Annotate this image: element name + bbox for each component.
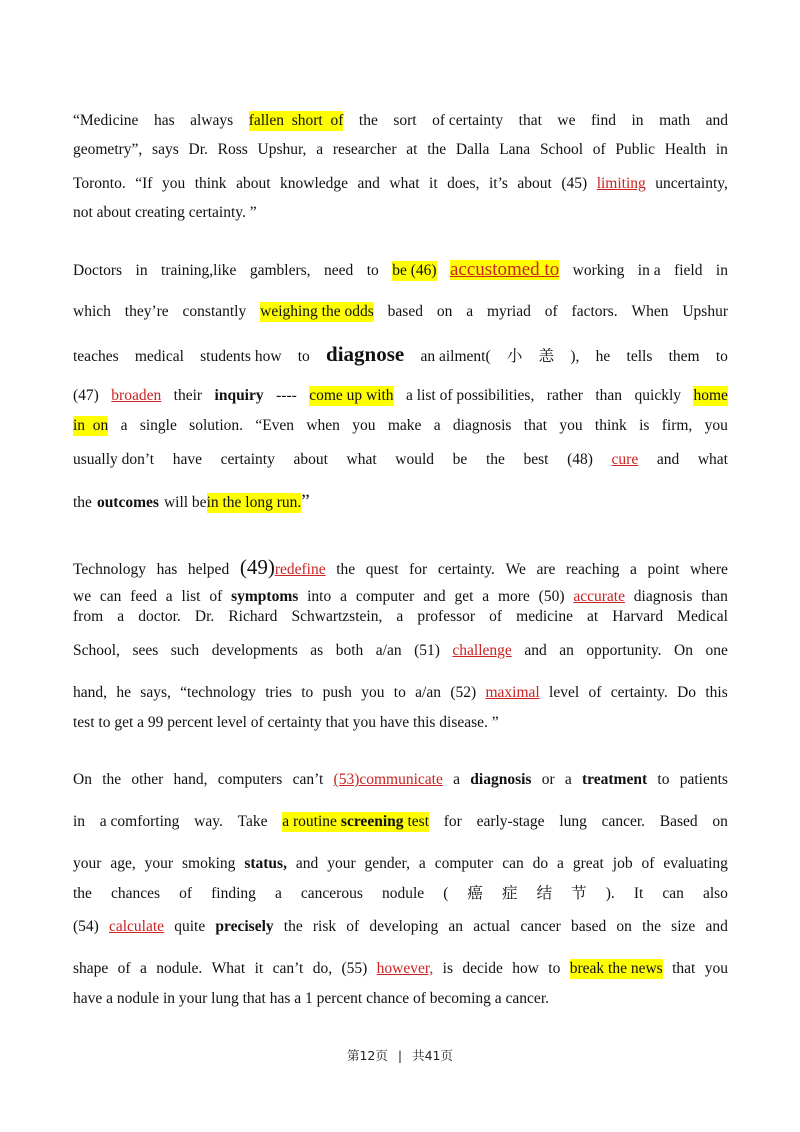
answer-46: accustomed to xyxy=(450,259,560,280)
answer-54: calculate xyxy=(108,918,165,935)
paragraph-3-line-4: School, sees such developments as both a/an (51) challenge and an opportunity. On one xyxy=(73,642,728,659)
page-footer xyxy=(0,1046,800,1064)
page-number: 第12页 xyxy=(346,1048,388,1063)
highlight-in-the-long-run: in the long run. xyxy=(206,494,302,511)
paragraph-2-line-7: the outcomes will be in the long run. ” xyxy=(73,491,310,512)
highlight-fallen-short-of: fallen short of xyxy=(248,112,344,129)
paragraph-1-line-1: “Medicine has always fallen short of the sort of certainty that we find in math and xyxy=(73,112,728,129)
paragraph-1-line-2: geometry”, says Dr. Ross Upshur, a researcher at the Dalla Lana School of Public Health in xyxy=(73,141,728,158)
highlight-break-the-news: break the news xyxy=(569,960,663,977)
highlight-home: home xyxy=(693,387,728,404)
highlight-come-up-with: come up with xyxy=(309,387,394,404)
paragraph-2-line-4: (47) broaden their inquiry ---- come up with a list of possibilities, rather than quickly home xyxy=(73,387,728,404)
answer-49: redefine xyxy=(274,561,326,578)
paragraph-3-line-3: from a doctor. Dr. Richard Schwartzstein, a professor of medicine at Harvard Medical xyxy=(73,608,728,625)
answer-52: maximal xyxy=(485,684,540,701)
paragraph-2-line-5: in on a single solution. “Even when you make a diagnosis that you think is firm, you xyxy=(73,417,728,434)
answer-51: challenge xyxy=(452,642,512,659)
page-total: 共41页 xyxy=(412,1048,454,1063)
paragraph-3-line-6: test to get a 99 percent level of certainty that you have this disease. ” xyxy=(73,714,499,731)
paragraph-4-line-5: (54) calculate quite precisely the risk of developing an actual cancer based on the size and xyxy=(73,918,728,935)
highlight-in-on: in on xyxy=(73,417,109,434)
paragraph-3-line-5: hand, he says, “technology tries to push you to a/an (52) maximal level of certainty. Do this xyxy=(73,684,728,701)
paragraph-1-line-3: Toronto. “If you think about knowledge and what it does, it’s about (45) limiting uncertainty, xyxy=(73,175,728,192)
paragraph-3-line-2: we can feed a list of symptoms into a computer and get a more (50) accurate diagnosis than xyxy=(73,588,728,605)
paragraph-4-line-2: in a comforting way. Take a routine screening test for early-stage lung cancer. Based on xyxy=(73,813,728,830)
highlight-a-routine-screening-test: a routine screening test xyxy=(282,813,430,830)
highlight-weighing-the-odds: weighing the odds xyxy=(260,303,374,320)
footer-separator: | xyxy=(397,1048,403,1063)
paragraph-2-line-2: which they’re constantly weighing the odds based on a myriad of factors. When Upshur xyxy=(73,303,728,320)
paragraph-4-line-7: have a nodule in your lung that has a 1 percent chance of becoming a cancer. xyxy=(73,990,549,1007)
paragraph-4-line-6: shape of a nodule. What it can’t do, (55) however, is decide how to break the news that you xyxy=(73,960,728,977)
answer-48: cure xyxy=(611,451,639,468)
keyword-diagnose: diagnose xyxy=(326,342,405,366)
answer-55: however, xyxy=(376,960,434,977)
paragraph-2-line-3: teaches medical students how to diagnose an ailment( 小 恙 ), he tells them to xyxy=(73,342,728,366)
answer-45: limiting xyxy=(596,175,646,192)
paragraph-4-line-4: the chances of finding a cancerous nodule ( 癌 症 结 节 ). It can also xyxy=(73,885,728,902)
paragraph-1-line-4: not about creating certainty. ” xyxy=(73,204,257,221)
paragraph-4-line-1: On the other hand, computers can’t (53)communicate a diagnosis or a treatment to patients xyxy=(73,771,728,788)
answer-50: accurate xyxy=(573,588,625,605)
answer-53: (53)communicate xyxy=(333,771,443,788)
paragraph-3-line-1: Technology has helped (49) redefine the quest for certainty. We are reaching a point where xyxy=(73,555,728,579)
question-49-number: (49) xyxy=(239,555,275,579)
answer-47: broaden xyxy=(111,387,162,404)
paragraph-2-line-1: Doctors in training,like gamblers, need to be (46) accustomed to working in a field in xyxy=(73,259,728,280)
paragraph-4-line-3: your age, your smoking status, and your gender, a computer can do a great job of evaluating xyxy=(73,855,728,872)
paragraph-2-line-6: usually don’t have certainty about what would be the best (48) cure and what xyxy=(73,451,728,468)
highlight-be-46: be (46) xyxy=(392,262,437,279)
